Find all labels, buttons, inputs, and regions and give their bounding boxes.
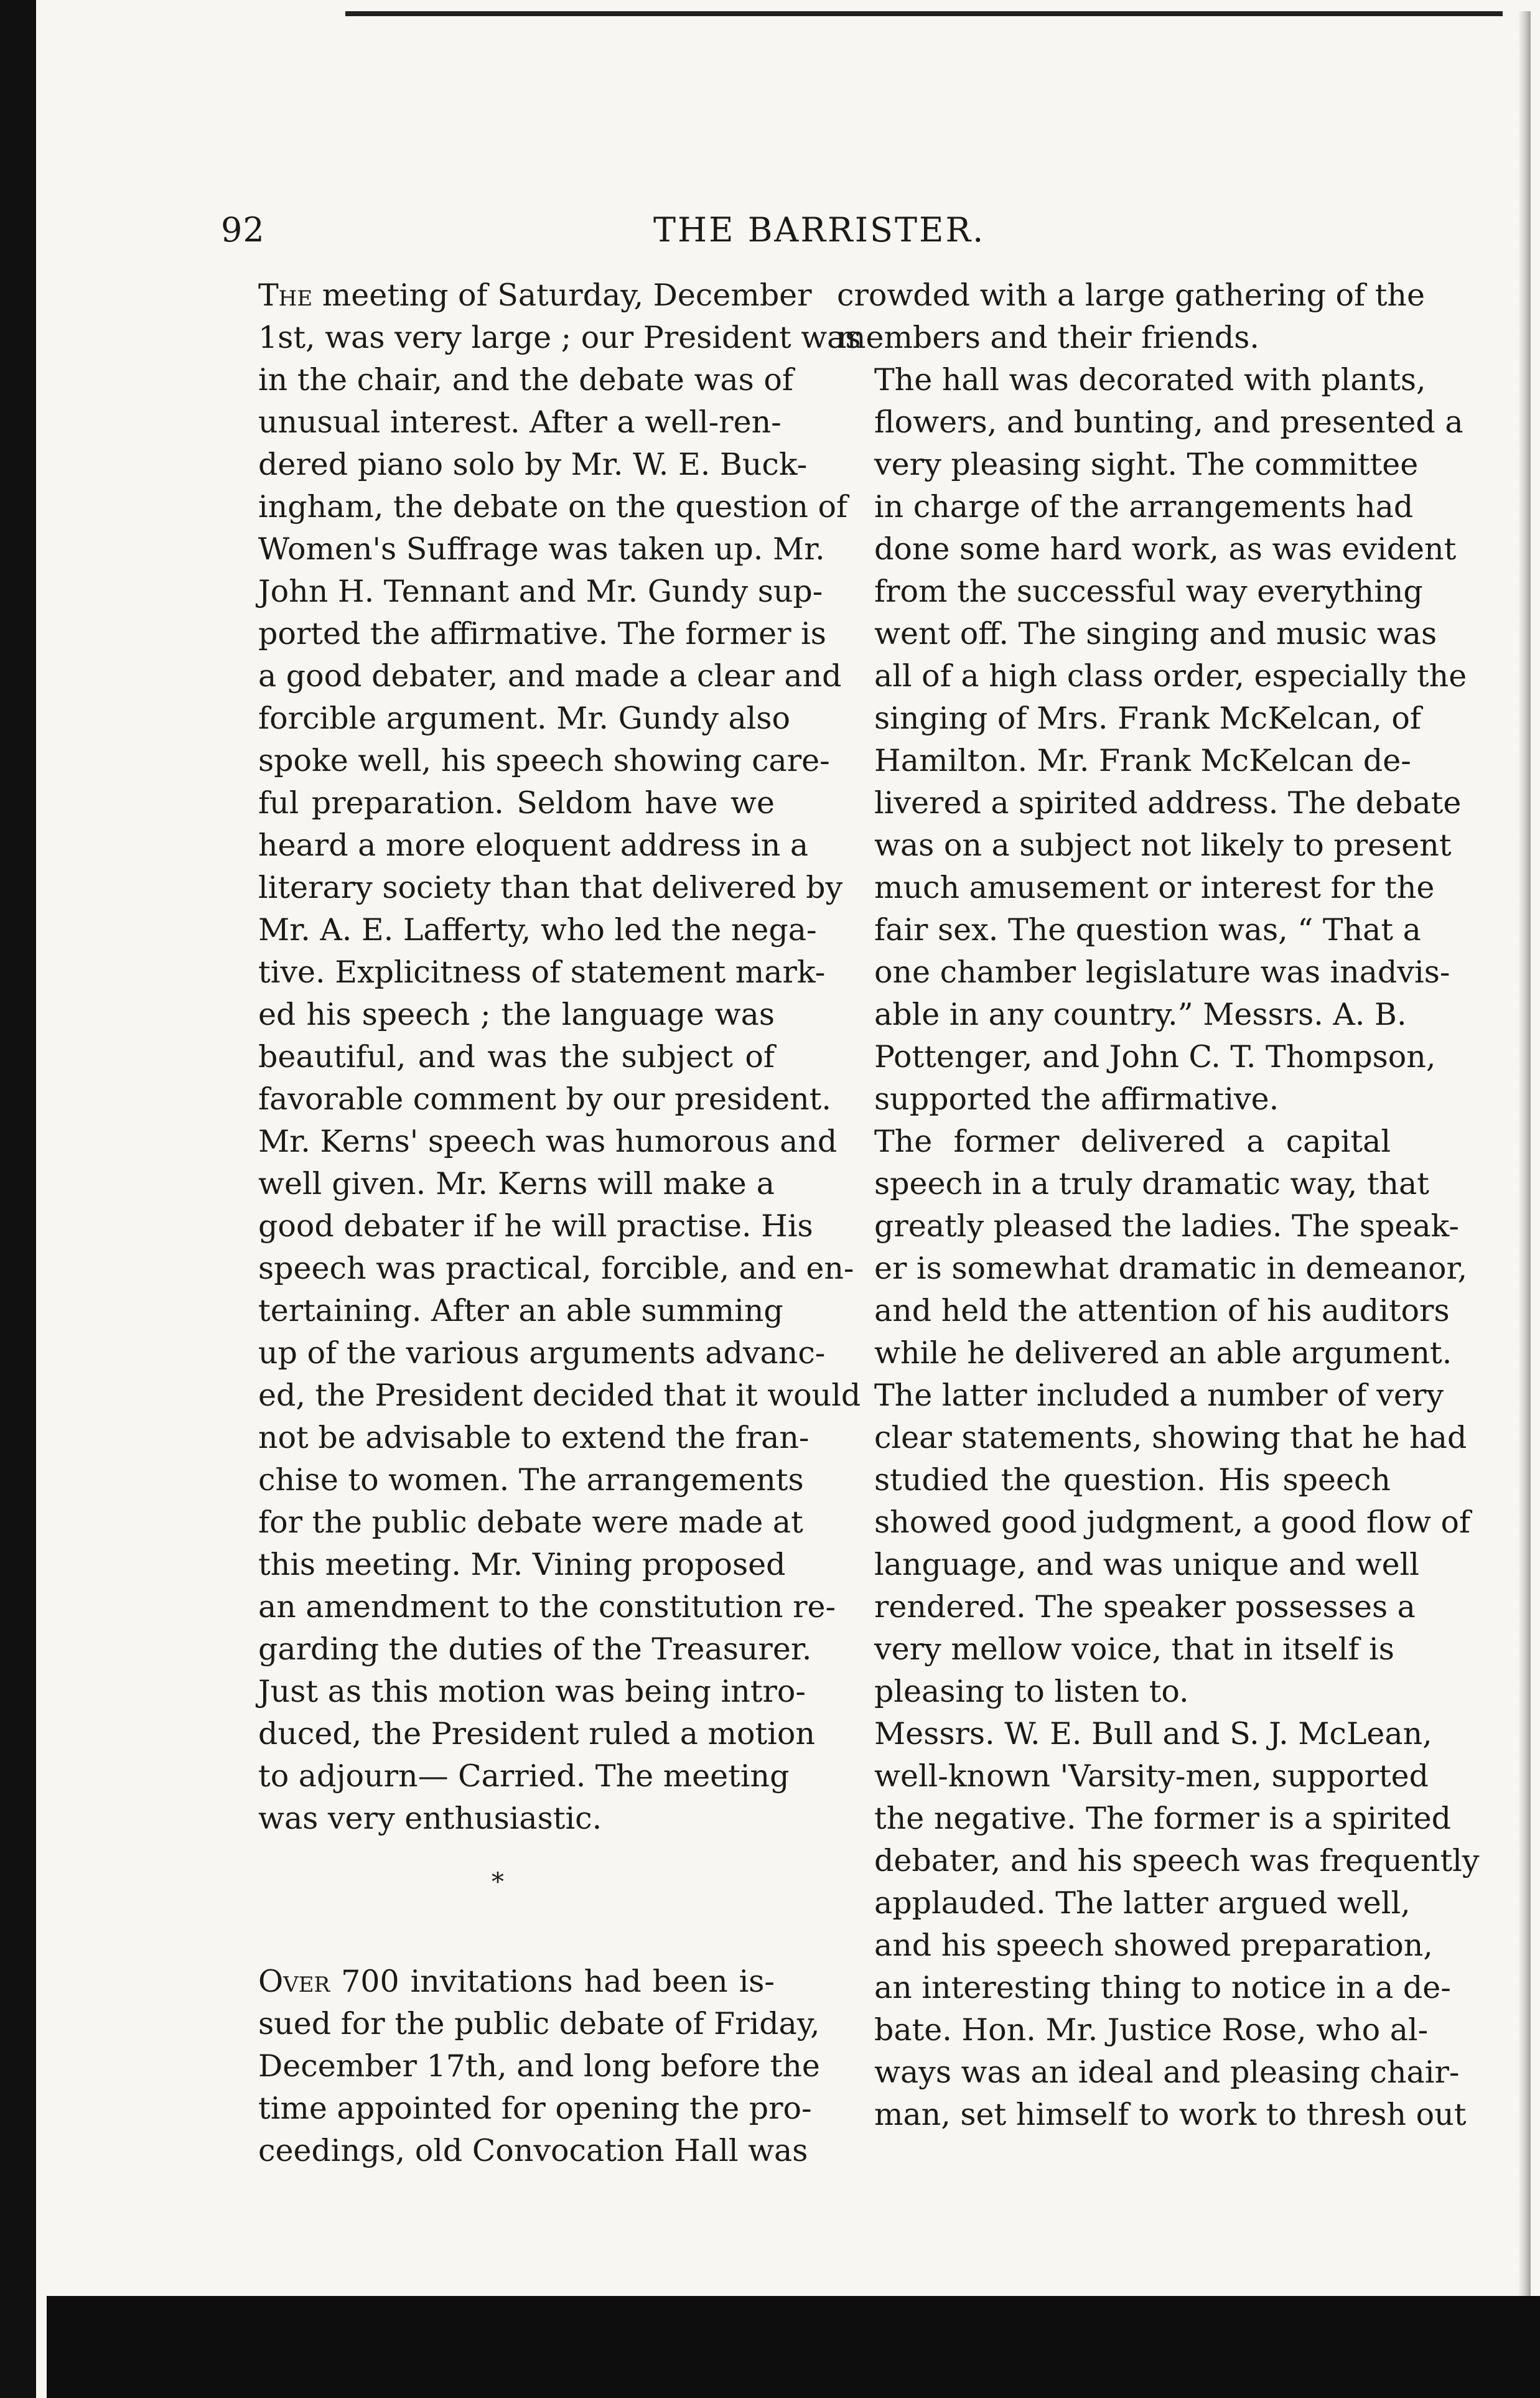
text-line: ful preparation. Seldom have we — [258, 785, 775, 821]
text-line: clear statements, showing that he had — [874, 1420, 1467, 1455]
text-line: greatly pleased the ladies. The speak- — [874, 1208, 1459, 1244]
text-line: favorable comment by our president. — [258, 1081, 831, 1117]
text-line: ed, the President decided that it would — [258, 1378, 861, 1413]
text-line: very pleasing sight. The committee — [874, 447, 1419, 482]
text-line: language, and was unique and well — [874, 1547, 1419, 1582]
paragraph-hall-description — [837, 359, 1467, 1121]
text-line: The former delivered a capital — [874, 1124, 1391, 1159]
text-line: very mellow voice, that in itself is — [874, 1631, 1394, 1667]
text-line: able in any country.” Messrs. A. B. — [874, 997, 1407, 1032]
text-line: this meeting. Mr. Vining proposed — [258, 1547, 786, 1582]
text-line: time appointed for opening the pro- — [258, 2091, 812, 2126]
text-line: Pottenger, and John C. T. Thompson, — [874, 1039, 1436, 1075]
text-line: well given. Mr. Kerns will make a — [258, 1166, 775, 1201]
text-line: all of a high class order, especially the — [874, 658, 1467, 694]
text-line: Mr. A. E. Lafferty, who led the nega- — [258, 912, 817, 948]
text-line: Over 700 invitations had been is- — [258, 1964, 775, 1999]
text-line: literary society than that delivered by — [258, 870, 843, 905]
scan-top-rule — [345, 11, 1503, 16]
text-line: Mr. Kerns' speech was humorous and — [258, 1124, 838, 1159]
text-line: ways was an ideal and pleasing chair- — [874, 2055, 1460, 2090]
text-line: man, set himself to work to thresh out — [874, 2097, 1467, 2132]
text-line: pleasing to listen to. — [874, 1674, 1189, 1709]
text-line: in the chair, and the debate was of — [258, 362, 793, 398]
text-line: studied the question. His speech — [874, 1462, 1391, 1498]
text-line: was on a subject not likely to present — [874, 828, 1452, 863]
text-line: forcible argument. Mr. Gundy also — [258, 701, 790, 736]
text-line: The meeting of Saturday, December — [258, 278, 812, 313]
text-line: not be advisable to extend the fran- — [258, 1420, 810, 1455]
text-line: fair sex. The question was, “ That a — [874, 912, 1421, 948]
scan-left-edge — [0, 0, 36, 2398]
text-line: up of the various arguments advanc- — [258, 1335, 826, 1371]
scan-bottom-edge — [47, 2296, 1540, 2398]
text-line: debater, and his speech was frequently — [874, 1843, 1480, 1878]
text-line: ceedings, old Convocation Hall was — [258, 2133, 808, 2168]
text-line: John H. Tennant and Mr. Gundy sup- — [258, 574, 823, 609]
paragraph-continuation — [837, 274, 1425, 359]
page-header — [221, 210, 1465, 260]
text-line: applauded. The latter argued well, — [874, 1885, 1411, 1921]
text-line: an interesting thing to notice in a de- — [874, 1970, 1451, 2005]
text-line: crowded with a large gathering of the — [837, 278, 1425, 313]
text-line: well-known 'Varsity-men, supported — [874, 1758, 1429, 1794]
text-line: one chamber legislature was inadvis- — [874, 954, 1450, 990]
text-line: Just as this motion was being intro- — [258, 1674, 806, 1709]
paragraph-invitations — [221, 1961, 820, 2172]
text-line: went off. The singing and music was — [874, 616, 1437, 651]
text-line: showed good judgment, a good flow of — [874, 1505, 1471, 1540]
text-line: done some hard work, as was evident — [874, 531, 1457, 567]
text-line: supported the affirmative. — [874, 1081, 1279, 1117]
text-line: Hamilton. Mr. Frank McKelcan de- — [874, 743, 1411, 778]
left-column — [221, 274, 861, 2172]
text-line: to adjourn— Carried. The meeting — [258, 1758, 790, 1794]
text-line: 1st, was very large ; our President was — [258, 320, 861, 355]
scan-right-edge — [1518, 11, 1531, 2307]
text-line: ingham, the debate on the question of — [258, 489, 848, 525]
text-line: chise to women. The arrangements — [258, 1462, 804, 1498]
text-line: and held the attention of his auditors — [874, 1293, 1450, 1328]
text-line: unusual interest. After a well-ren- — [258, 404, 782, 440]
paragraph-affirmative-speakers — [837, 1121, 1471, 1713]
text-line: the negative. The former is a spirited — [874, 1801, 1452, 1836]
text-line: spoke well, his speech showing care- — [258, 743, 830, 778]
text-line: sued for the public debate of Friday, — [258, 2006, 820, 2041]
right-column — [837, 274, 1480, 2136]
lead-word: The — [258, 278, 313, 313]
text-line: livered a spirited address. The debate — [874, 785, 1462, 821]
text-line: bate. Hon. Mr. Justice Rose, who al- — [874, 2012, 1429, 2048]
text-line: from the successful way everything — [874, 574, 1423, 609]
text-line: ed his speech ; the language was — [258, 997, 775, 1032]
text-line: dered piano solo by Mr. W. E. Buck- — [258, 447, 808, 482]
text-line: rendered. The speaker possesses a — [874, 1589, 1416, 1625]
text-line: and his speech showed preparation, — [874, 1928, 1433, 1963]
text-line: December 17th, and long before the — [258, 2048, 820, 2084]
text-line: garding the duties of the Treasurer. — [258, 1631, 812, 1667]
text-line: er is somewhat dramatic in demeanor, — [874, 1251, 1468, 1286]
paragraph-negative-speakers — [837, 1713, 1480, 2136]
text-line: singing of Mrs. Frank McKelcan, of — [874, 701, 1422, 736]
text-line: an amendment to the constitution re- — [258, 1589, 836, 1625]
text-line: ported the affirmative. The former is — [258, 616, 826, 651]
text-line: Women's Suffrage was taken up. Mr. — [258, 531, 825, 567]
text-line: much amusement or interest for the — [874, 870, 1435, 905]
text-line: a good debater, and made a clear and — [258, 658, 842, 694]
text-line: members and their friends. — [837, 320, 1259, 355]
text-line: tertaining. After an able summing — [258, 1293, 783, 1328]
lead-word: Over — [258, 1964, 330, 1999]
text-line: speech was practical, forcible, and en- — [258, 1251, 854, 1286]
text-line: good debater if he will practise. His — [258, 1208, 813, 1244]
text-line: beautiful, and was the subject of — [258, 1039, 775, 1075]
text-line: The hall was decorated with plants, — [874, 362, 1426, 398]
running-head: THE BARRISTER. — [653, 210, 986, 250]
text-line: Messrs. W. E. Bull and S. J. McLean, — [874, 1716, 1432, 1752]
section-separator: * — [492, 1868, 504, 1896]
text-line: duced, the President ruled a motion — [258, 1716, 815, 1752]
text-line: in charge of the arrangements had — [874, 489, 1414, 525]
text-line: for the public debate were made at — [258, 1505, 803, 1540]
text-line: was very enthusiastic. — [258, 1801, 602, 1836]
text-line: speech in a truly dramatic way, that — [874, 1166, 1429, 1201]
text-line: flowers, and bunting, and presented a — [874, 404, 1463, 440]
paragraph-meeting-report — [221, 274, 861, 1840]
page-number: 92 — [221, 210, 265, 250]
text-line: heard a more eloquent address in a — [258, 828, 809, 863]
text-line: tive. Explicitness of statement mark- — [258, 954, 826, 990]
text-line: The latter included a number of very — [874, 1378, 1444, 1413]
text-line: while he delivered an able argument. — [874, 1335, 1452, 1371]
